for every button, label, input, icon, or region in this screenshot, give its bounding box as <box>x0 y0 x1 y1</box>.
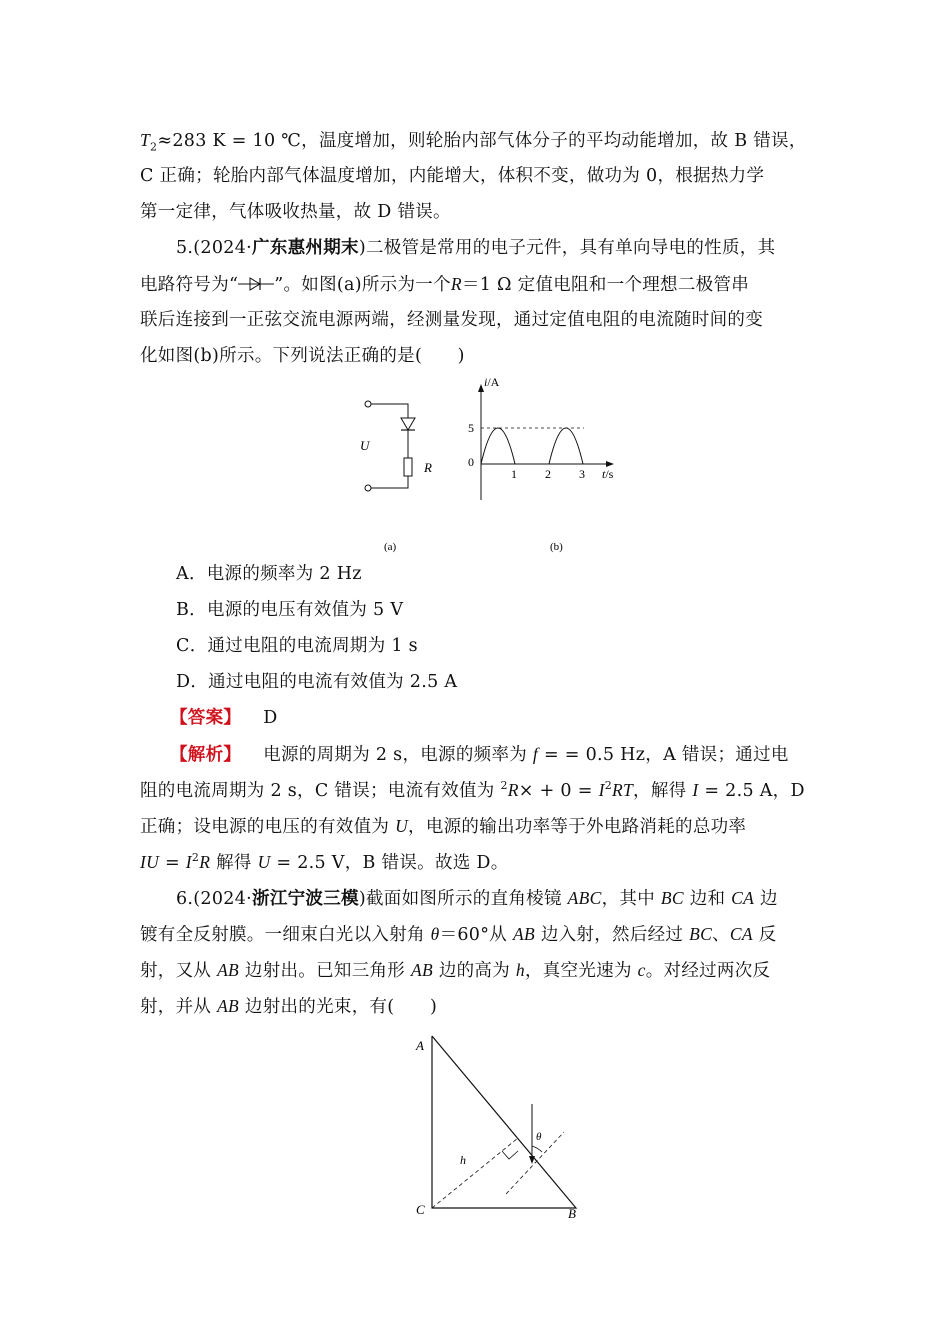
analysis-text: 阻的电流周期为 2 s，C 错误；电流有效值为 <box>140 781 501 801</box>
diode-symbol-icon <box>238 275 274 293</box>
label-R: R <box>424 460 432 475</box>
q6-text: 边和 <box>683 889 732 909</box>
caption-a: (a) <box>384 541 397 553</box>
var-R: R <box>199 852 211 872</box>
tick-1: 1 <box>511 467 517 481</box>
q5-option-d[interactable]: D．通过电阻的电流有效值为 2.5 A <box>176 672 458 692</box>
var-IU: IU <box>140 852 160 872</box>
q6-text: )截面如图所示的直角棱镜 <box>358 889 568 909</box>
q6-line-4 <box>140 988 812 1024</box>
graph-ylabel: i/A <box>484 375 500 389</box>
analysis-text: 正确；设电源的电压的有效值为 <box>140 817 396 837</box>
q6-figure <box>140 1024 812 1234</box>
q5-line-1 <box>140 230 812 266</box>
var-U: U <box>257 852 271 872</box>
q5-option-b[interactable]: B．电源的电压有效值为 5 V <box>176 600 404 620</box>
sup-2: 2 <box>191 851 200 865</box>
page-content <box>140 122 812 1234</box>
q6-text: ＝60°从 <box>439 925 513 945</box>
analysis-text: = = 0.5 Hz，A 错误；通过电 <box>538 745 789 765</box>
q5-line-4: 化如图(b)所示。下列说法正确的是( ) <box>140 346 465 366</box>
sup-2: 2 <box>500 779 508 793</box>
q6-text: 边入射，然后经过 <box>534 925 690 945</box>
label-A: A <box>416 1038 424 1053</box>
circuit-diagram-a <box>140 374 812 556</box>
var-R: R <box>507 780 519 800</box>
var-R: R <box>450 274 462 294</box>
q5-analysis-line-2 <box>140 772 812 808</box>
q5-option-c[interactable]: C．通过电阻的电流周期为 1 s <box>176 636 418 656</box>
q6-text: 边的高为 <box>432 961 516 981</box>
var-CA: CA <box>731 888 755 908</box>
q6-text: 射，并从 <box>140 997 218 1017</box>
var-AB: AB <box>217 960 240 980</box>
q6-text: 边 <box>754 889 778 909</box>
analysis-text: × + 0 = <box>518 781 599 801</box>
intro-line-1 <box>140 122 812 158</box>
intro-line-3: 第一定律，气体吸收热量，故 D 错误。 <box>140 202 451 222</box>
var-ABC: ABC <box>567 888 602 908</box>
var-h: h <box>515 960 525 980</box>
label-theta: θ <box>536 1131 542 1143</box>
analysis-label: 【解析】 <box>170 745 242 765</box>
q5-text: ”。如图(a)所示为一个 <box>274 275 451 295</box>
var-BC: BC <box>660 888 684 908</box>
analysis-text: = 2.5 A，D <box>698 781 805 801</box>
q6-source: 浙江宁波三模 <box>252 889 359 909</box>
q5-analysis-line-1 <box>140 736 812 772</box>
var-I: I <box>185 852 192 872</box>
q5-source: 广东惠州期末 <box>252 238 359 258</box>
analysis-text: ，解得 <box>633 781 693 801</box>
var-CA: CA <box>729 924 753 944</box>
label-U: U <box>360 438 370 453</box>
q5-text: 电路符号为“ <box>140 275 239 295</box>
var-f: f <box>532 744 539 764</box>
var-BC: BC <box>689 924 713 944</box>
analysis-text: = <box>159 853 186 873</box>
q6-text: 边射出的光束，有( ) <box>239 997 438 1017</box>
q6-text: 。对经过两次反 <box>645 961 771 981</box>
var-RT: RT <box>612 780 634 800</box>
graph-xlabel: t/s <box>602 467 614 481</box>
analysis-text: = 2.5 V，B 错误。故选 D。 <box>270 853 509 873</box>
q5-answer-line <box>140 700 812 736</box>
q6-text: 、 <box>712 925 730 945</box>
var-AB: AB <box>217 996 240 1016</box>
q6-line-1 <box>140 880 812 916</box>
q6-line-2 <box>140 916 812 952</box>
q5-line-3: 联后连接到一正弦交流电源两端，经测量发现，通过定值电阻的电流随时间的变 <box>140 310 763 330</box>
q6-text: 边射出。已知三角形 <box>239 961 411 981</box>
q6-number: 6.(2024· <box>176 889 253 909</box>
var-T: T <box>140 130 151 150</box>
q6-text: ，真空光速为 <box>524 961 638 981</box>
label-h: h <box>460 1153 466 1167</box>
q5-option-a[interactable]: A．电源的频率为 2 Hz <box>176 564 362 584</box>
answer-value: D <box>263 708 278 728</box>
q5-text: ＝1 Ω 定值电阻和一个理想二极管串 <box>461 275 750 295</box>
caption-b: (b) <box>550 541 563 553</box>
q6-text: 反 <box>752 925 777 945</box>
var-I: I <box>692 780 699 800</box>
var-I: I <box>598 780 605 800</box>
var-c: c <box>637 960 646 980</box>
analysis-text: 解得 <box>210 853 258 873</box>
tick-5: 5 <box>468 421 474 435</box>
tick-0: 0 <box>468 455 474 469</box>
label-C: C <box>416 1202 425 1217</box>
var-U: U <box>395 816 409 836</box>
q6-line-3 <box>140 952 812 988</box>
q5-analysis-line-4 <box>140 844 812 880</box>
q6-text: ，其中 <box>601 889 661 909</box>
tick-2: 2 <box>545 467 551 481</box>
prism-diagram <box>140 1024 812 1234</box>
q5-text: )二极管是常用的电子元件，具有单向导电的性质，其 <box>358 238 776 258</box>
q5-line-2 <box>140 266 812 302</box>
q6-text: 射，又从 <box>140 961 218 981</box>
analysis-text: ，电源的输出功率等于外电路消耗的总功率 <box>408 817 747 837</box>
sub-2: 2 <box>150 140 158 154</box>
var-AB: AB <box>410 960 433 980</box>
q5-figure <box>140 374 812 556</box>
analysis-text: 电源的周期为 2 s，电源的频率为 <box>263 745 533 765</box>
q5-analysis-line-3 <box>140 808 812 844</box>
intro-line-2: C 正确；轮胎内部气体温度增加，内能增大，体积不变，做功为 0，根据热力学 <box>140 166 765 186</box>
intro-text: ≈283 K = 10 ℃，温度增加，则轮胎内部气体分子的平均动能增加，故 B 错误， <box>157 131 807 151</box>
sup-2: 2 <box>604 779 613 793</box>
q5-number: 5.(2024· <box>176 238 253 258</box>
q6-text: 镀有全反射膜。一细束白光以入射角 <box>140 925 431 945</box>
var-AB: AB <box>512 924 535 944</box>
answer-label: 【答案】 <box>170 708 242 728</box>
var-theta: θ <box>430 924 440 944</box>
tick-3: 3 <box>579 467 585 481</box>
label-B: B <box>568 1206 576 1221</box>
